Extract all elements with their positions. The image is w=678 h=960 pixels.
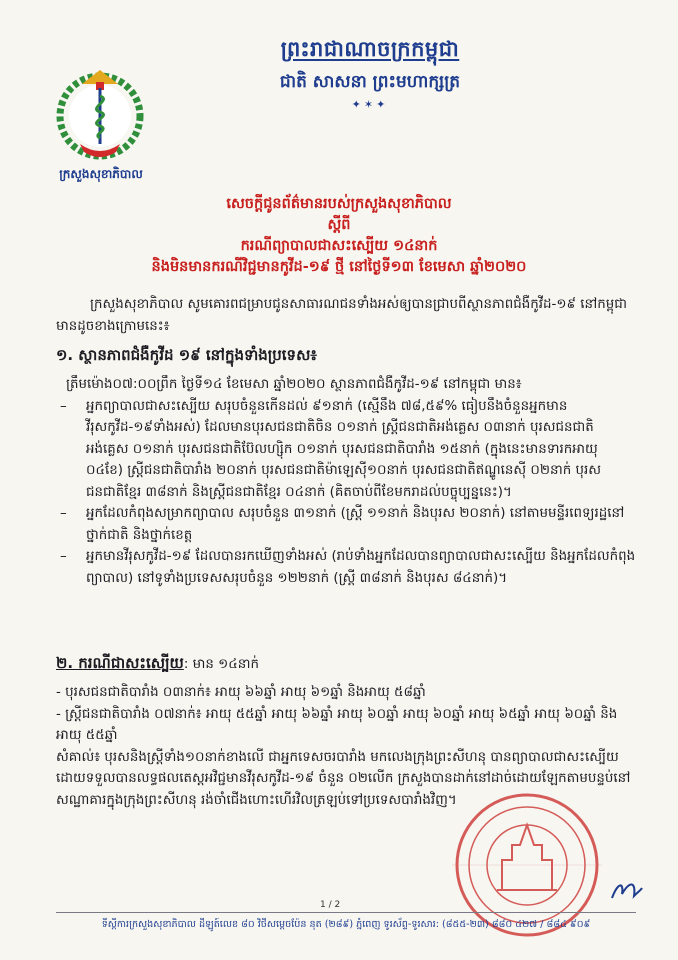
bullet-recovered	[56, 396, 636, 504]
title-line-3: ករណីព្យាបាលជាសះស្បើយ ១៤នាក់	[240, 238, 438, 254]
bullet-text: អ្នកព្យាបាលជាសះស្បើយ សរុបចំនួនកើនដល់ ៩១នាក់ (ស្មើនឹង ៧៨,៥៩% ធៀបនឹងចំនួនអ្នកមានវីរុសកូវីដ-១៩ទាំងអស់) ដែលមានបុរសជនជាតិចិន ០១នាក់ ស្ត្រីជនជាតិអង់គ្លេស ០៣នាក់ បុរសជនជាតិអង់គ្លេស ០១នាក់ បុរសជនជាតិប៊ែលហ្ស៊ិក ០១នាក់ បុរសជនជាតិបារាំង ១៥នាក់ (ក្នុងនេះមានទារកអាយុ ០៤ខែ) ស្ត្រីជនជាតិបារាំង ២០នាក់ បុរសជនជាតិម៉ាឡេស៊ី១០នាក់ បុរសជនជាតិឥណ្ឌូនេស៊ី ០២នាក់ បុរសជនជាតិខ្មែរ ៣៨នាក់ និងស្ត្រីជនជាតិខ្មែរ ០៤នាក់ (គិតចាប់ពីខែមករាដល់បច្ចុប្បន្ននេះ)។	[86, 398, 601, 500]
status-line: ត្រឹមម៉ោង០៧:០០ព្រឹក ថ្ងៃទី១៤ ខែមេសា ឆ្នាំ២០២០ ស្ថានភាពជំងឺកូវីដ-១៩ នៅកម្ពុជា មាន៖	[66, 377, 522, 392]
title-line-4: និងមិនមានករណីវិជ្ជមានកូវីដ-១៩ ថ្មី នៅថ្ងៃទី១៣ ខែមេសា ឆ្នាំ២០២០	[151, 259, 527, 275]
section-1-heading: ១. ស្ថានភាពជំងឺកូវីដ ១៩ នៅក្នុងទាំងប្រទេស៖	[56, 346, 317, 364]
intro-paragraph: ក្រសួងសុខាភិបាល សូមគោរពជម្រាបជូនសាធារណជនទាំងអស់ឲ្យបានជ្រាបពីស្ថានភាពជំងឺកូវីដ-១៩ នៅកម្ពុជា មានដូចខាងក្រោមនេះ៖	[56, 297, 628, 334]
section-2-heading-title: ២. ករណីជាសះស្បើយ	[56, 654, 184, 672]
title-line-2: ស្តីពី	[327, 217, 351, 233]
dash: –	[60, 549, 67, 564]
recovered-men-line: - បុរសជនជាតិបារាំង ០៣នាក់៖ អាយុ ៦៦ឆ្នាំ អាយុ ៦១ឆ្នាំ និងអាយុ ៥៨ឆ្នាំ	[56, 685, 426, 700]
recovered-women-line: - ស្ត្រីជនជាតិបារាំង ០៧នាក់៖ អាយុ ៥៥ឆ្នាំ អាយុ ៦៦ឆ្នាំ អាយុ ៦០ឆ្នាំ អាយុ ៦០ឆ្នាំ អាយុ ៦៥ឆ្នាំ អាយុ ៦០ឆ្នាំ និងអាយុ ៥៥ឆ្នាំ	[56, 706, 618, 743]
ministry-of-health-emblem	[52, 66, 148, 162]
section-1-body	[56, 374, 636, 589]
title-line-1: សេចក្តីជូនព័ត៌មានរបស់ក្រសួងសុខាភិបាល	[226, 196, 452, 212]
kingdom-header	[210, 36, 530, 111]
dash: –	[60, 398, 67, 414]
dash: –	[60, 506, 67, 521]
section-2-heading-count: : មាន ១៤នាក់	[183, 657, 259, 672]
page-number: 1 / 2	[320, 900, 341, 910]
signature	[608, 876, 644, 904]
bullet-text: អ្នកដែលកំពុងសម្រាកព្យាបាល សរុបចំនួន ៣១នាក់ (ស្ត្រី ១១នាក់ និងបុរស ២០នាក់) នៅតាមមន្ទីរពេទ្យរដ្ឋនៅថ្នាក់ជាតិ និងថ្នាក់ខេត្ត	[86, 506, 625, 543]
kingdom-title: ព្រះរាជាណាចក្រកម្ពុជា	[280, 37, 460, 61]
national-motto: ជាតិ សាសនា ព្រះមហាក្សត្រ	[279, 72, 461, 92]
ornament-divider: ✦✶✦	[351, 98, 389, 111]
footer-address: ទីស្តីការក្រសួងសុខាភិបាល ដីឡូត៍លេខ ៨០ វិថីសម្តេចប៉ែន នុត (២៨៩) ភ្នំពេញ ទូរស័ព្ទ-ទូរសារ: (៨៥៥-២៣) ៨៨០ ៤២៧ / ៨៨៤ ៩០៩	[101, 919, 591, 930]
bullet-in-treatment	[56, 503, 636, 546]
section-2-heading	[56, 654, 636, 676]
press-release-title	[90, 194, 588, 278]
bullet-text: អ្នកមានវីរុសកូវីដ-១៩ ដែលបានរកឃើញទាំងអស់ (រាប់ទាំងអ្នកដែលបានព្យាបាលជាសះស្បើយ និងអ្នកដែលកំពុងព្យាបាល) នៅទូទាំងប្រទេសសរុបចំនួន ១២២នាក់ (ស្ត្រី ៣៨នាក់ និងបុរស ៨៤នាក់)។	[86, 549, 636, 586]
ministry-name: ក្រសួងសុខាភិបាល	[59, 167, 143, 181]
footer-divider	[56, 912, 636, 913]
bullet-total-cases	[56, 546, 636, 589]
note-paragraph: សំគាល់៖ បុរសនិងស្ត្រីទាំង១០នាក់ខាងលើ ជាអ្នកទេសចរបារាំង មកលេងក្រុងព្រះសីហនុ បានព្យាបាលជាសះស្បើយ ដោយទទួលបានលទ្ធផលតេស្តអវិជ្ជមានវីរុសកូវីដ-១៩ ចំនួន ០២លើក ក្រសួងបានដាក់នៅដាច់ដោយឡែកតាមបន្ទប់នៅសណ្ឋាគារក្នុងក្រុងព្រះសីហនុ រង់ចាំជើងហោះហើរវិលត្រឡប់ទៅប្រទេសបារាំងវិញ។	[56, 749, 631, 808]
